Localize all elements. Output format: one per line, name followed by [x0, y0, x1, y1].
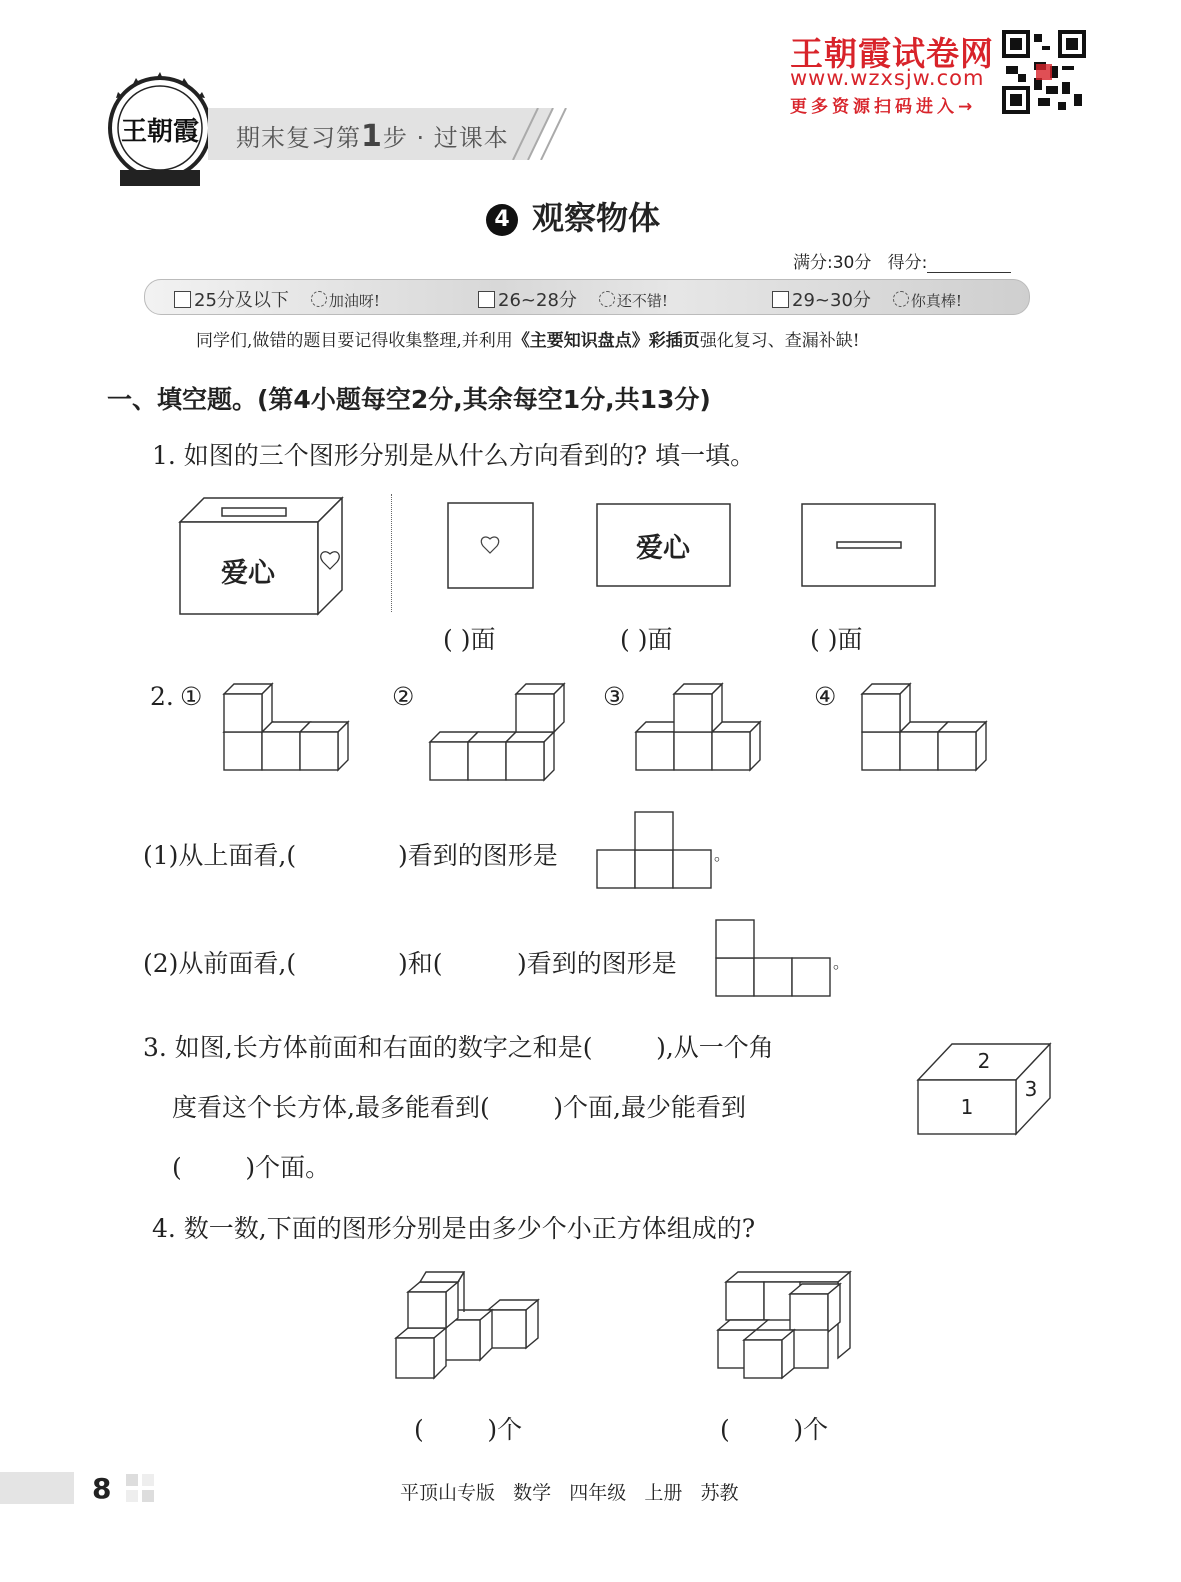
- cuboid-figure: [914, 1040, 1054, 1138]
- rating-level-2[interactable]: 26~28分 还不错!: [478, 286, 668, 312]
- rating-level-1[interactable]: 25分及以下 加油呀!: [174, 286, 380, 312]
- period: 。: [714, 845, 731, 864]
- answer-blank-1[interactable]: ( )面: [443, 625, 496, 654]
- corner-pattern: [126, 1474, 156, 1504]
- question-2-1-prefix: (1)从上面看,(: [143, 841, 297, 870]
- question-1: 1. 如图的三个图形分别是从什么方向看到的? 填一填。: [152, 441, 756, 470]
- question-2-2-suffix: )看到的图形是: [517, 949, 677, 978]
- question-3-line-3: ( )个面。: [172, 1153, 331, 1182]
- shape-label-4: ④: [814, 682, 837, 711]
- banner-title: 期末复习第1步 · 过课本: [236, 119, 509, 154]
- cube-shape-1: [220, 680, 354, 774]
- question-2-number: 2.: [150, 682, 174, 711]
- front-view-figure: [715, 919, 833, 999]
- shape-label-1: ①: [180, 682, 203, 711]
- question-4: 4. 数一数,下面的图形分别是由多少个小正方体组成的?: [152, 1214, 756, 1243]
- period: 。: [833, 953, 850, 972]
- chapter-number: 4: [486, 204, 518, 236]
- checkbox[interactable]: [772, 291, 789, 308]
- answer-blank-count-1[interactable]: ( )个: [414, 1415, 523, 1444]
- smile-icon: [893, 291, 909, 307]
- cube-stack-2: [714, 1268, 856, 1382]
- view-slot-rectangle: [801, 503, 937, 589]
- brand-more-link[interactable]: 更多资源扫码进入→: [790, 97, 977, 117]
- cube-stack-1: [392, 1268, 544, 1382]
- shape-label-3: ③: [603, 682, 626, 711]
- smile-icon: [599, 291, 615, 307]
- rating-level-3[interactable]: 29~30分 你真棒!: [772, 286, 962, 312]
- question-3-line-2: 度看这个长方体,最多能看到( )个面,最少能看到: [172, 1093, 746, 1122]
- shape-label-2: ②: [392, 682, 415, 711]
- box-label: 爱心: [221, 558, 275, 589]
- answer-blank-count-2[interactable]: ( )个: [720, 1415, 829, 1444]
- section-heading: 一、填空题。(第4小题每空2分,其余每空1分,共13分): [107, 385, 711, 414]
- review-note: 同学们,做错的题目要记得收集整理,并利用《主要知识盘点》彩插页强化复习、查漏补缺!: [196, 331, 860, 351]
- footer-info: 平顶山专版 数学 四年级 上册 苏教: [400, 1482, 739, 1504]
- logo-text: 王朝霞: [120, 117, 200, 147]
- score-blank[interactable]: [927, 256, 1011, 273]
- score-line: 满分:30分 得分:: [793, 248, 1011, 273]
- answer-blank-3[interactable]: ( )面: [810, 625, 863, 654]
- smile-icon: [311, 291, 327, 307]
- face-front-number: 1: [960, 1095, 974, 1119]
- view-heart-square: [447, 502, 535, 590]
- face-right-number: 3: [1024, 1077, 1038, 1101]
- page-title: 4 观察物体: [486, 193, 660, 239]
- cube-shape-4: [858, 680, 992, 774]
- top-view-figure: [596, 811, 714, 891]
- question-3-line-1: 3. 如图,长方体前面和右面的数字之和是( ),从一个角: [143, 1033, 774, 1062]
- qr-code-icon[interactable]: [1002, 30, 1086, 114]
- svg-text:爱心: 爱心: [636, 533, 690, 564]
- cube-shape-3: [632, 680, 766, 774]
- brand-url[interactable]: www.wzxsjw.com: [790, 66, 985, 90]
- brand-name: 王朝霞试卷网: [790, 34, 994, 73]
- page-number: 8: [92, 1472, 112, 1505]
- cube-shape-2: [426, 680, 570, 784]
- view-aixin-rectangle: [596, 503, 732, 589]
- footer-bar: [0, 1472, 74, 1504]
- wang-zhaoxia-logo: [106, 70, 214, 188]
- banner-step-number: 1: [361, 119, 383, 154]
- divider: [391, 494, 392, 612]
- face-top-number: 2: [977, 1049, 991, 1073]
- donation-box-figure: [176, 494, 346, 618]
- question-2-2-mid: )和(: [398, 949, 443, 978]
- checkbox[interactable]: [478, 291, 495, 308]
- checkbox[interactable]: [174, 291, 191, 308]
- question-2-2-prefix: (2)从前面看,(: [143, 949, 297, 978]
- answer-blank-2[interactable]: ( )面: [620, 625, 673, 654]
- question-2-1-suffix: )看到的图形是: [398, 841, 558, 870]
